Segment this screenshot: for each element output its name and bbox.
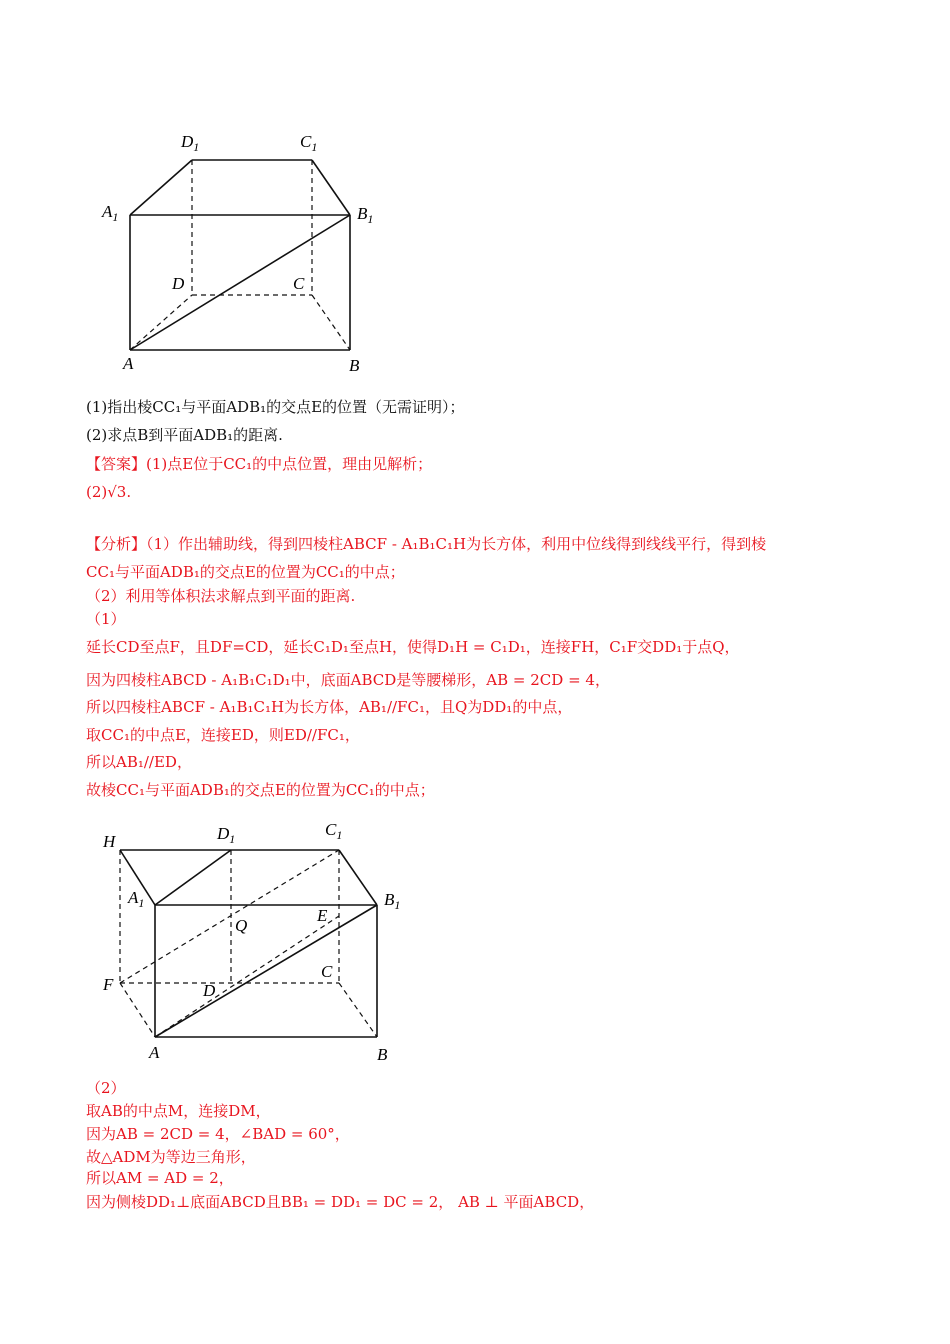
answer-1: 【答案】(1)点E位于CC₁的中点位置，理由见解析；: [86, 455, 433, 473]
edge-A1D1: [130, 160, 192, 215]
label-E: E: [317, 906, 328, 925]
label-H: H: [103, 832, 116, 851]
solution2-step2: 因为AB = 2CD = 4，∠BAD = 60°，: [86, 1125, 350, 1143]
label-D: D: [172, 274, 185, 293]
edge-C1B1: [312, 160, 350, 215]
edge-FA: [120, 983, 155, 1037]
label-C1: $C_1$: [300, 132, 318, 154]
label-D1: $D_1$: [181, 132, 200, 154]
label-D: D: [203, 981, 216, 1000]
label-A: A: [149, 1043, 160, 1062]
solution2-tag: （2）: [86, 1079, 126, 1097]
answer-2: (2)√3.: [86, 483, 132, 501]
question-1: (1)指出棱CC₁与平面ADB₁的交点E的位置（无需证明）；: [86, 398, 465, 416]
label-Q: Q: [235, 916, 248, 935]
solution1-step5: 所以AB₁//ED，: [86, 753, 192, 771]
label-B1: $B_1$: [384, 890, 401, 912]
solution1-step2: 因为四棱柱ABCD - A₁B₁C₁D₁中，底面ABCD是等腰梯形，AB = 2CD = 4，: [86, 671, 610, 689]
solution1-step1: 延长CD至点F，且DF=CD，延长C₁D₁至点H，使得D₁H = C₁D₁，连接FH，C₁F交DD₁于点Q，: [86, 638, 740, 656]
label-D1: $D_1$: [217, 824, 236, 846]
edge-CB: [339, 983, 377, 1037]
figure-prism-1: [95, 125, 395, 380]
question-2: (2)求点B到平面ADB₁的距离.: [86, 426, 283, 444]
solution2-step5: 因为侧棱DD₁⊥底面ABCD且BB₁ = DD₁ = DC = 2， AB ⊥ 平面ABCD，: [86, 1193, 595, 1211]
label-F: F: [103, 975, 114, 994]
solution1-step6: 故棱CC₁与平面ADB₁的交点E的位置为CC₁的中点；: [86, 781, 435, 799]
solution1-step4: 取CC₁的中点E，连接ED，则ED//FC₁，: [86, 726, 360, 744]
edge-AD: [130, 295, 192, 350]
figure-prism-2: [95, 815, 415, 1070]
solution2-step4: 所以AM = AD = 2，: [86, 1169, 234, 1187]
label-A1: $A_1$: [102, 202, 119, 224]
solution2-step3: 故△ADM为等边三角形，: [86, 1148, 256, 1166]
label-C: C: [321, 962, 333, 981]
label-A1: $A_1$: [128, 888, 145, 910]
analysis-1: 【分析】（1）作出辅助线，得到四棱柱ABCF - A₁B₁C₁H为长方体，利用中位线得到线线平行，得到棱: [86, 535, 767, 553]
edge-CB: [312, 295, 350, 350]
label-B: B: [377, 1045, 388, 1064]
label-C1: $C_1$: [325, 820, 343, 842]
label-C: C: [293, 274, 305, 293]
label-B: B: [349, 356, 360, 375]
edge-AB1: [155, 905, 377, 1037]
solution1-step3: 所以四棱柱ABCF - A₁B₁C₁H为长方体，AB₁//FC₁，且Q为DD₁的中点，: [86, 698, 573, 716]
edge-FC1: [120, 850, 339, 983]
solution1-tag: （1）: [86, 610, 126, 628]
edge-C1B1: [339, 850, 377, 905]
solution2-step1: 取AB的中点M，连接DM，: [86, 1102, 271, 1120]
label-A: A: [123, 354, 134, 373]
label-B1: $B_1$: [357, 204, 374, 226]
analysis-2: CC₁与平面ADB₁的交点E的位置为CC₁的中点；: [86, 563, 405, 581]
edge-A1D1: [155, 850, 231, 905]
edge-AB1: [130, 215, 350, 350]
analysis-3: （2）利用等体积法求解点到平面的距离.: [86, 587, 356, 605]
